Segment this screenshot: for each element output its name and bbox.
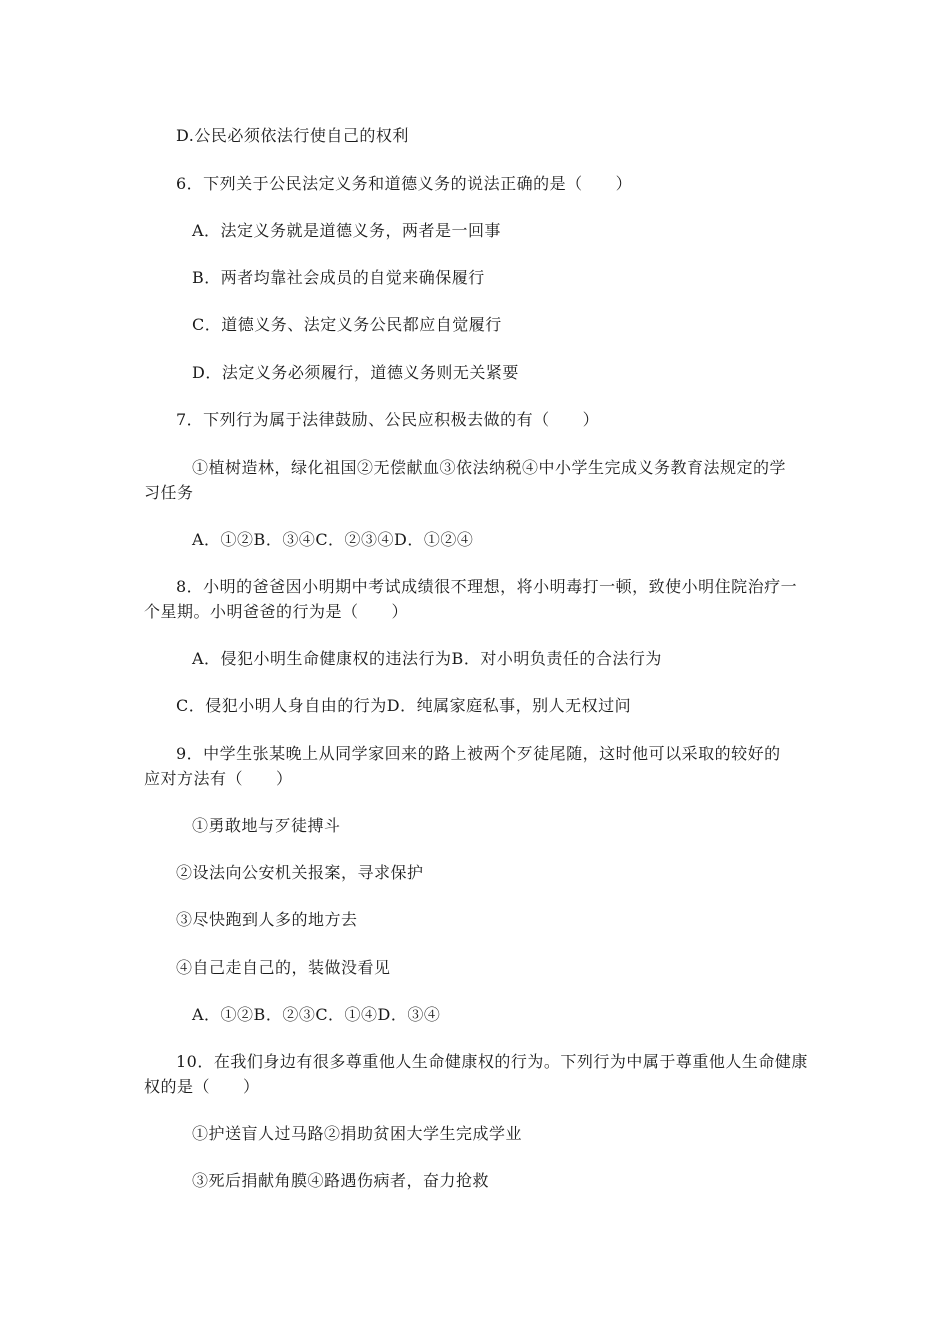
q10-items-line-2: ③死后捐献角膜④路遇伤病者，奋力抢救 [192,1171,490,1190]
q8-options-cd: C．侵犯小明人身自由的行为D．纯属家庭私事，别人无权过问 [176,696,632,715]
q6-option-c: C．道德义务、法定义务公民都应自觉履行 [192,315,502,334]
q8-options-ab: A．侵犯小明生命健康权的违法行为B．对小明负责任的合法行为 [192,649,662,668]
q7-items-line-2: 习任务 [144,483,194,502]
q6-stem: 6．下列关于公民法定义务和道德义务的说法正确的是（ ） [176,174,633,193]
q5-option-d: D.公民必须依法行使自己的权利 [176,126,409,145]
q9-item-4: ④自己走自己的，装做没看见 [176,958,391,977]
q10-stem-line-1: 10．在我们身边有很多尊重他人生命健康权的行为。下列行为中属于尊重他人生命健康 [176,1052,808,1071]
q6-option-b: B．两者均靠社会成员的自觉来确保履行 [192,268,485,287]
q7-stem: 7．下列行为属于法律鼓励、公民应积极去做的有（ ） [176,410,600,429]
q9-stem-line-1: 9．中学生张某晚上从同学家回来的路上被两个歹徒尾随，这时他可以采取的较好的 [176,744,781,763]
q9-item-2: ②设法向公安机关报案，寻求保护 [176,863,424,882]
q9-stem-line-2: 应对方法有（ ） [144,769,293,788]
q9-item-1: ①勇敢地与歹徒搏斗 [192,816,341,835]
q9-item-3: ③尽快跑到人多的地方去 [176,910,358,929]
q9-options: A．①②B．②③C．①④D．③④ [192,1005,441,1024]
q6-option-d: D．法定义务必须履行，道德义务则无关紧要 [192,363,519,382]
q6-option-a: A．法定义务就是道德义务，两者是一回事 [192,221,502,240]
q8-stem-line-1: 8．小明的爸爸因小明期中考试成绩很不理想，将小明毒打一顿，致使小明住院治疗一 [176,577,798,596]
q8-stem-line-2: 个星期。小明爸爸的行为是（ ） [144,602,409,621]
q10-stem-line-2: 权的是（ ） [144,1077,260,1096]
q7-options: A．①②B．③④C．②③④D．①②④ [192,530,474,549]
q7-items-line-1: ①植树造林，绿化祖国②无偿献血③依法纳税④中小学生完成义务教育法规定的学 [192,458,787,477]
q10-items-line-1: ①护送盲人过马路②捐助贫困大学生完成学业 [192,1124,523,1143]
